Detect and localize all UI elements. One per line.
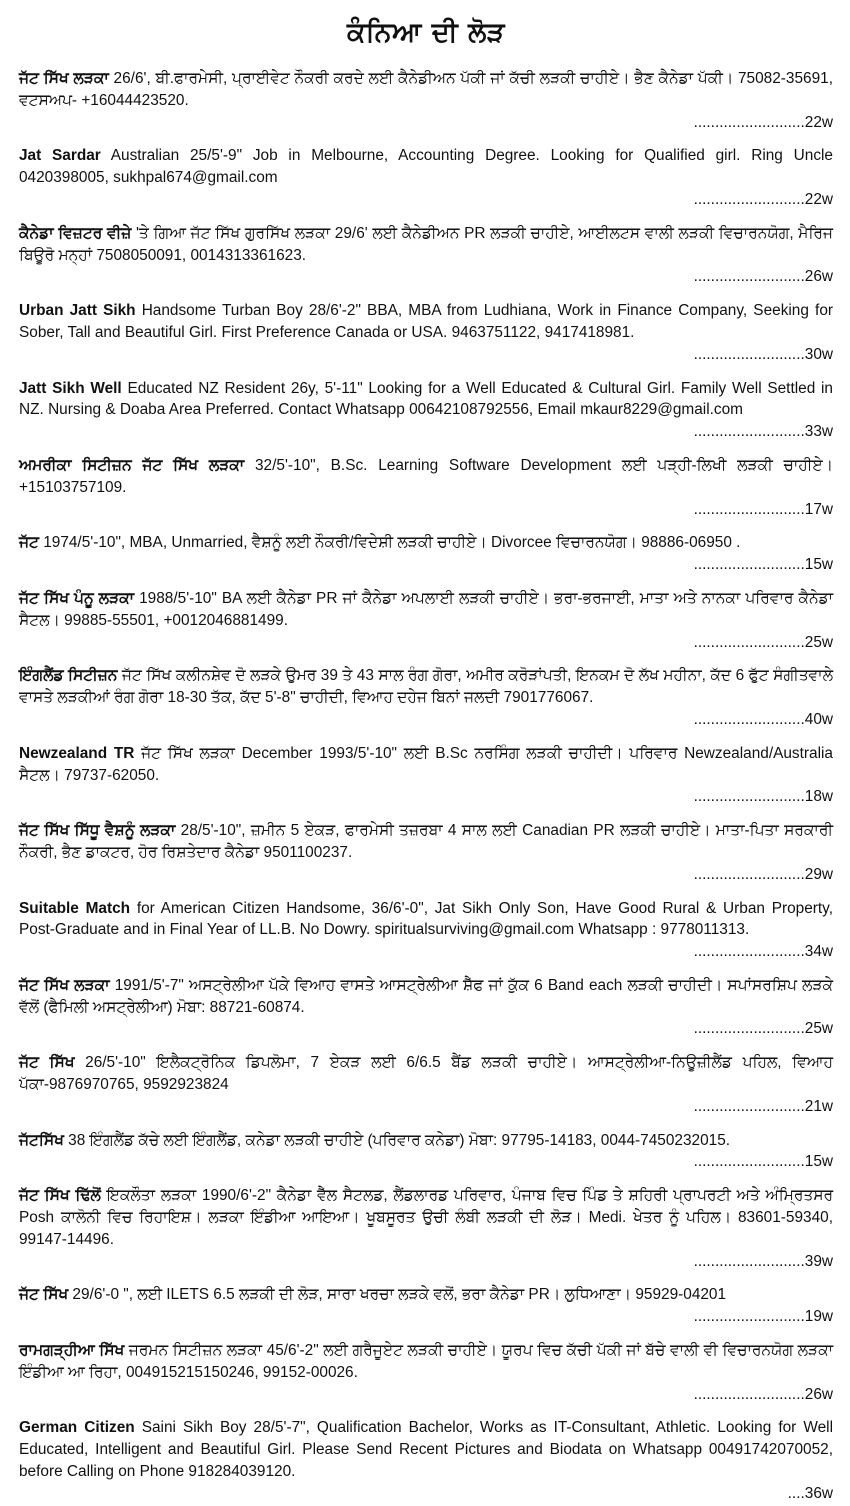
ad-heading: ਜੱਟ [19,534,39,552]
ad-code-row [19,864,833,886]
ad-text: 1974/5'-10", MBA, Unmarried, ਵੈਸ਼ਨੂੰ ਲਈ ਨੌਕਰੀ/ਵਿਦੇਸ਼ੀ ਲੜਕੀ ਚਾਹੀਏ। Divorcee ਵਿਚਾਰਨਯੋਗ। 98886-06950 . [38,534,741,552]
ad-heading: ਜੱਟ ਸਿੱਖ [19,1054,75,1072]
ad-text: for American Citizen Handsome, 36/6'-0", Jat Sikh Only Son, Have Good Rural & Urban Property, Post-Graduate and in Final Year of LL.B. No Dowry. spiritualsurviving@gmail.com Whatsapp : 9778011313. [19,899,834,939]
classified-ad [19,820,833,885]
ad-text: ਜੱਟ ਸਿੱਖ ਲੜਕਾ December 1993/5'-10" ਲਈ B.Sc ਨਰਸਿੰਗ ਲੜਕੀ ਚਾਹੀਦੀ। ਪਰਿਵਾਰ Newzealand/Australia ਸੈਟਲ। 79737-62050. [19,744,833,784]
classified-ad [19,1185,833,1272]
ad-heading: ਜੱਟ ਸਿੱਖ ਪੰਨੂ ਲੜਕਾ [19,589,135,607]
ad-heading: ਰਾਮਗੜ੍ਹੀਆ ਸਿੱਖ [19,1342,125,1360]
ad-code: ....36w [787,1484,833,1502]
ad-heading: Urban Jatt Sikh [19,302,136,320]
ad-text: Educated NZ Resident 26y, 5'-11" Looking for a Well Educated & Cultural Girl. Family Well Settled in NZ. Nursing & Doaba Area Preferred. Contact Whatsapp 00642108792556, Email mkaur8229@gmail.com [19,379,833,419]
ad-text: Saini Sikh Boy 28/5'-7", Qualification Bachelor, Works as IT-Consultant, Athletic. Looking for Well Educated, Intelligent and Beautiful Girl. Please Send Recent Pictures and Biodata on Whatsapp 00491742070052, before Calling on Phone 918284039120. [19,1419,833,1481]
ad-text: 'ਤੇ ਗਿਆ ਜੱਟ ਸਿੱਖ ਗੁਰਸਿੱਖ ਲੜਕਾ 29/6' ਲਈ ਕੈਨੇਡੀਅਨ PR ਲੜਕੀ ਚਾਹੀਏ, ਆਈਲਟਸ ਵਾਲੀ ਲੜਕੀ ਵਿਚਾਰਨਯੋਗ, ਮੈਰਿਜ ਬਿਊਰੋ ਮਨ੍ਹਾਂ 7508050091, 0014313361623. [19,224,833,264]
ad-code: ..........................33w [693,423,833,441]
classified-ad [19,223,833,288]
classified-ad [19,145,833,210]
classified-ad [19,665,833,730]
ad-code: ..........................26w [693,268,833,286]
ad-code: ..........................25w [693,633,833,651]
ad-code: ..........................17w [693,500,833,518]
ad-code-row [19,632,833,654]
classified-ad [19,1284,833,1328]
ad-code: ..........................29w [693,865,833,883]
classified-ad [19,1417,833,1504]
ad-heading: ਜੱਟ ਸਿੱਖ ਢਿੱਲੋਂ [19,1187,101,1205]
ad-text: Handsome Turban Boy 28/6'-2" BBA, MBA from Ludhiana, Work in Finance Company, Seeking for Sober, Tall and Beautiful Girl. First Preference Canada or USA. 9463751122, 9417418981. [19,302,833,341]
classified-ad [19,68,833,133]
classified-ad [19,532,833,576]
ad-text: ਇਕਲੌਤਾ ਲੜਕਾ 1990/6'-2" ਕੈਨੇਡਾ ਵੈੱਲ ਸੈਟਲਡ, ਲੈਂਡਲਾਰਡ ਪਰਿਵਾਰ, ਪੰਜਾਬ ਵਿਚ ਪਿੰਡ ਤੇ ਸ਼ਹਿਰੀ ਪ੍ਰਾਪਰਟੀ ਅਤੇ ਅੰਮ੍ਰਿਤਸਰ Posh ਕਾਲੋਨੀ ਵਿਚ ਰਿਹਾਇਸ਼। ਲੜਕਾ ਇੰਡੀਆ ਆਇਆ। ਖੂਬਸੂਰਤ ਉਚੀ ਲੰਬੀ ਲੜਕੀ ਦੀ ਲੋੜ। Medi. ਖੇਤਰ ਨੂੰ ਪਹਿਲ। 83601-59340, 99147-14496. [19,1187,834,1248]
ad-heading: ਅਮਰੀਕਾ ਸਿਟੀਜ਼ਨ ਜੱਟ ਸਿੱਖ ਲੜਕਾ [19,456,245,474]
ad-code: ..........................30w [693,345,833,363]
ad-code: ..........................26w [693,1385,833,1403]
classified-ad [19,378,833,443]
ad-code: ..........................40w [693,710,833,728]
classified-ad [19,1340,833,1405]
ad-code: ..........................22w [693,190,833,208]
ad-code-row [19,266,833,288]
ad-heading: ਇੰਗਲੈਂਡ ਸਿਟੀਜ਼ਨ [19,667,118,685]
ad-code-row [19,1151,833,1173]
ad-code: ..........................22w [693,113,833,131]
ad-code-row [19,344,833,366]
classified-ad [19,455,833,520]
ad-code: ..........................39w [693,1252,833,1270]
classified-ad [19,743,833,808]
ad-heading: ਜੱਟ ਸਿੱਖ ਸਿੱਧੂ ਵੈਸ਼ਨੂੰ ਲੜਕਾ [19,822,176,840]
ad-code-row [19,1306,833,1328]
ad-text: 28/5'-10", ਜ਼ਮੀਨ 5 ਏਕੜ, ਫਾਰਮੇਸੀ ਤਜ਼ਰਬਾ 4 ਸਾਲ ਲਈ Canadian PR ਲੜਕੀ ਚਾਹੀਏ। ਮਾਤਾ-ਪਿਤਾ ਸਰਕਾਰੀ ਨੌਕਰੀ, ਭੈਣ ਡਾਕਟਰ, ਹੋਰ ਰਿਸ਼ਤੇਦਾਰ ਕੈਨੇਡਾ 9501100237. [19,822,833,861]
ad-code-row [19,499,833,521]
page-title: ਕੰਨਿਆ ਦੀ ਲੋੜ [346,17,506,48]
ad-code-row [19,1096,833,1118]
ad-text: 29/6'-0 ", ਲਈ ILETS 6.5 ਲੜਕੀ ਦੀ ਲੋੜ, ਸਾਰਾ ਖਰਚਾ ਲੜਕੇ ਵਲੋਂ, ਭਰਾ ਕੈਨੇਡਾ PR। ਲੁਧਿਆਣਾ। 95929-04201 [68,1286,727,1304]
ad-heading: German Citizen [19,1419,135,1437]
ad-heading: Jat Sardar [19,147,101,165]
ad-code-row [19,709,833,731]
ad-code-row [19,941,833,963]
ad-code: ..........................21w [693,1097,833,1115]
ad-code: ..........................18w [693,788,833,806]
ad-text: 32/5'-10", B.Sc. Learning Software Development ਲਈ ਪੜ੍ਹੀ-ਲਿਖੀ ਲੜਕੀ ਚਾਹੀਏ। +15103757109. [19,456,833,496]
ad-text: 1988/5'-10" BA ਲਈ ਕੈਨੇਡਾ PR ਜਾਂ ਕੈਨੇਡਾ ਅਪਲਾਈ ਲੜਕੀ ਚਾਹੀਏ। ਭਰਾ-ਭਰਜਾਈ, ਮਾਤਾ ਅਤੇ ਨਾਨਕਾ ਪਰਿਵਾਰ ਕੈਨੇਡਾ ਸੈਟਲ। 99885-55501, +0012046881499. [19,589,833,629]
ad-code-row [19,421,833,443]
classified-ad [19,975,833,1040]
ad-heading: ਜੱਟ ਸਿੱਖ ਲੜਕਾ [19,976,110,994]
ad-heading: ਜੱਟਸਿੱਖ [19,1131,64,1149]
ad-text: ਜੱਟ ਸਿੱਖ ਕਲੀਨਸ਼ੇਵ ਦੋ ਲੜਕੇ ਉਮਰ 39 ਤੇ 43 ਸਾਲ ਰੰਗ ਗੋਰਾ, ਅਮੀਰ ਕਰੋੜਾਂਪਤੀ, ਇਨਕਮ ਦੋ ਲੱਖ ਮਹੀਨਾ, ਕੱਦ 6 ਫੁੱਟ ਸੰਗੀਤਵਾਲੇ ਵਾਸਤੇ ਲੜਕੀਆਂ ਰੰਗ ਗੋਰਾ 18-30 ਤੱਕ, ਕੱਦ 5'-8" ਚਾਹੀਦੀ, ਵਿਆਹ ਦਹੇਜ ਬਿਨਾਂ ਜਲਦੀ 7901776067. [19,667,833,707]
ad-heading: Jatt Sikh Well [19,379,122,397]
classified-ad [19,300,833,365]
ad-code: ..........................19w [693,1308,833,1326]
ad-heading: ਜੱਟ ਸਿੱਖ [19,1286,69,1304]
ad-heading: ਜੱਟ ਸਿੱਖ ਲੜਕਾ [19,70,109,87]
ad-code-row [19,554,833,576]
ad-code: ..........................25w [693,1020,833,1038]
classified-ad [19,1052,833,1117]
ad-code-row [19,1384,833,1406]
ad-code: ..........................15w [693,1153,833,1171]
ad-code: ..........................34w [693,943,833,961]
ad-text: 1991/5'-7" ਅਸਟ੍ਰੇਲੀਆ ਪੱਕੇ ਵਿਆਹ ਵਾਸਤੇ ਆਸਟ੍ਰੇਲੀਆ ਸ਼ੈੱਫ ਜਾਂ ਕੁੱਕ 6 Band each ਲੜਕੀ ਚਾਹੀਦੀ। ਸਪਾਂਸਰਸ਼ਿਪ ਲੜਕੇ ਵੱਲੋਂ (ਫੈਮਿਲੀ ਅਸਟ੍ਰੇਲੀਆ) ਮੋਬਾ: 88721-60874. [19,976,833,1016]
ad-code-row [19,1251,833,1273]
ad-text: 26/6', ਬੀ.ਫਾਰਮੇਸੀ, ਪ੍ਰਾਈਵੇਟ ਨੌਕਰੀ ਕਰਦੇ ਲਈ ਕੈਨੇਡੀਅਨ ਪੱਕੀ ਜਾਂ ਕੱਚੀ ਲੜਕੀ ਚਾਹੀਏ। ਭੈਣ ਕੈਨੇਡਾ ਪੱਕੀ। 75082-35691, ਵਟਸਅਪ- +16044423520. [19,70,833,109]
ad-text: Australian 25/5'-9" Job in Melbourne, Accounting Degree. Looking for Qualified girl. Ring Uncle 0420398005, sukhpal674@gmail.com [19,147,833,187]
ad-text: ਜਰਮਨ ਸਿਟੀਜ਼ਨ ਲੜਕਾ 45/6'-2" ਲਈ ਗਰੈਜੂਏਟ ਲੜਕੀ ਚਾਹੀਏ। ਯੂਰਪ ਵਿਚ ਕੱਚੀ ਪੱਕੀ ਜਾਂ ਬੱਚੇ ਵਾਲੀ ਵੀ ਵਿਚਾਰਨਯੋਗ ਲੜਕਾ ਇੰਡੀਆ ਆ ਰਿਹਾ, 004915215150246, 99152-00026. [19,1342,833,1381]
ad-heading: ਕੈਨੇਡਾ ਵਿਜ਼ਟਰ ਵੀਜ਼ੇ [19,224,132,242]
ad-heading: Suitable Match [19,899,131,917]
ads-list [19,68,833,1505]
ad-code-row [19,112,833,134]
classified-ad [19,1130,833,1174]
ad-heading: Newzealand TR [19,744,135,762]
ad-code: ..........................15w [693,556,833,574]
ad-code-row [19,786,833,808]
ad-code-row [19,1483,833,1505]
classified-ad [19,588,833,653]
ad-code-row [19,189,833,211]
ad-text: 38 ਇੰਗਲੈਂਡ ਕੱਚੇ ਲਈ ਇੰਗਲੈਂਡ, ਕਨੇਡਾ ਲੜਕੀ ਚਾਹੀਏ (ਪਰਿਵਾਰ ਕਨੇਡਾ) ਮੋਬਾ: 97795-14183, 0044-7450232015. [63,1131,731,1149]
ad-text: 26/5'-10" ਇਲੈਕਟ੍ਰੋਨਿਕ ਡਿਪਲੋਮਾ, 7 ਏਕੜ ਲਈ 6/6.5 ਬੈਂਡ ਲੜਕੀ ਚਾਹੀਏ। ਆਸਟ੍ਰੇਲੀਆ-ਨਿਊਜ਼ੀਲੈਂਡ ਪਹਿਲ, ਵਿਆਹ ਪੱਕਾ-9876970765, 9592923824 [19,1054,833,1094]
ad-code-row [19,1018,833,1040]
classified-ad [19,898,833,963]
